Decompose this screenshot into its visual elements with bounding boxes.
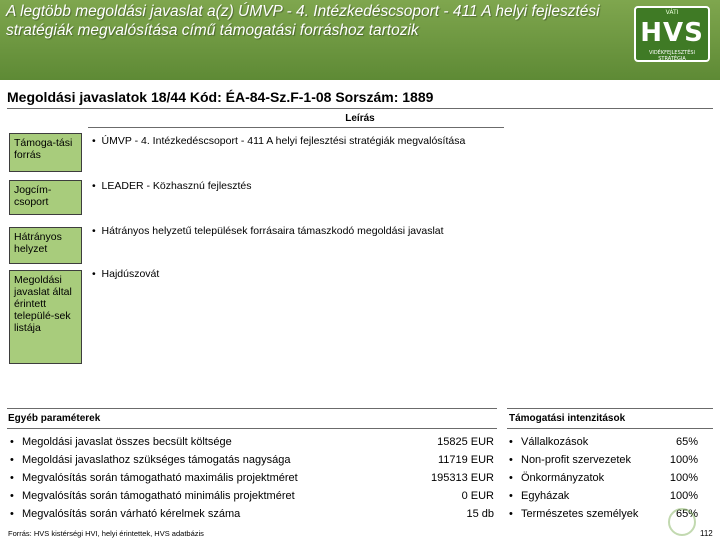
param-label: Megoldási javaslathoz szükséges támogatás nagysága: [22, 454, 291, 466]
intensity-label: Egyházak: [521, 490, 570, 502]
intensity-label: Természetes személyek: [521, 508, 639, 520]
divider: [7, 108, 713, 109]
logo-subtext: VIDÉKFEJLESZTÉSI STRATÉGIA: [648, 50, 696, 62]
bullet: •: [92, 180, 96, 192]
watermark-stamp-icon: [668, 508, 696, 536]
param-label: Megvalósítás során támogatható maximális projektméret: [22, 472, 298, 484]
divider: [88, 127, 504, 128]
intensity-label: Vállalkozások: [521, 436, 589, 448]
param-value: 15825 EUR: [437, 436, 494, 448]
row-value: ÚMVP - 4. Intézkedéscsoport - 411 A helyi fejlesztési stratégiák megvalósítása: [101, 135, 466, 147]
bullet: •: [92, 268, 96, 280]
row-jogcimcsoport: [92, 180, 252, 192]
logo-top-text: VÁTI: [665, 9, 679, 16]
param-label: Megoldási javaslat összes becsült költsége: [22, 436, 232, 448]
param-value: 195313 EUR: [431, 472, 494, 484]
row-erintett-telepulesek: [92, 268, 159, 280]
page-number: 112: [700, 529, 713, 538]
hvs-logo: [634, 6, 710, 62]
row-value: Hajdúszovát: [101, 268, 160, 280]
param-value: 15 db: [466, 508, 494, 520]
solution-subtitle: Megoldási javaslatok 18/44 Kód: ÉA-84-Sz.F-1-08 Sorszám: 1889: [7, 89, 434, 105]
param-value: 11719 EUR: [437, 454, 494, 466]
divider: [7, 408, 497, 409]
source-note: Forrás: HVS kistérségi HVI, helyi érintettek, HVS adatbázis: [8, 529, 204, 538]
leiras-header: Leírás: [345, 113, 375, 124]
logo-text: HVS: [640, 18, 704, 48]
row-tamogatasi-forras: [92, 135, 465, 147]
param-label: Megvalósítás során várható kérelmek száma: [22, 508, 241, 520]
row-hatranyos-helyzet: [92, 225, 444, 237]
bullet: •: [92, 225, 96, 237]
bullet: •: [10, 472, 14, 484]
intensity-value: 65%: [675, 436, 698, 448]
label-hatranyos-helyzet: Hátrányos helyzet: [9, 227, 82, 264]
intensity-value: 65%: [675, 508, 698, 520]
bullet: •: [10, 454, 14, 466]
bullet: •: [509, 508, 513, 520]
param-label: Megvalósítás során támogatható minimális projektméret: [22, 490, 295, 502]
bullet: •: [10, 436, 14, 448]
bullet: •: [509, 454, 513, 466]
bullet: •: [509, 490, 513, 502]
intensity-value: 100%: [669, 454, 698, 466]
label-jogcimcsoport: Jogcím-csoport: [9, 180, 82, 215]
row-value: Hátrányos helyzetű települések forrásaira támaszkodó megoldási javaslat: [101, 225, 444, 237]
param-value: 0 EUR: [461, 490, 494, 502]
page-title: A legtöbb megoldási javaslat a(z) ÚMVP - 4. Intézkedéscsoport - 411 A helyi fejlesztési stratégiák megvalósítása című támogatási forráshoz tartozik: [6, 3, 600, 39]
divider: [507, 428, 713, 429]
label-erintett-telepulesek: Megoldási javaslat által érintett települé-sek listája: [9, 270, 82, 364]
row-value: LEADER - Közhasznú fejlesztés: [101, 180, 252, 192]
divider: [7, 428, 497, 429]
bullet: •: [92, 135, 96, 147]
intenzitas-header: Támogatási intenzitások: [509, 413, 626, 424]
bullet: •: [509, 436, 513, 448]
intensity-value: 100%: [669, 472, 698, 484]
bullet: •: [509, 472, 513, 484]
bullet: •: [10, 508, 14, 520]
header-banner: [0, 0, 720, 80]
bullet: •: [10, 490, 14, 502]
intensity-label: Önkormányzatok: [521, 472, 605, 484]
intensity-value: 100%: [669, 490, 698, 502]
label-tamogatasi-forras: Támoga-tási forrás: [9, 133, 82, 172]
egyeb-header: Egyéb paraméterek: [8, 413, 101, 424]
intensity-label: Non-profit szervezetek: [521, 454, 632, 466]
divider: [507, 408, 713, 409]
